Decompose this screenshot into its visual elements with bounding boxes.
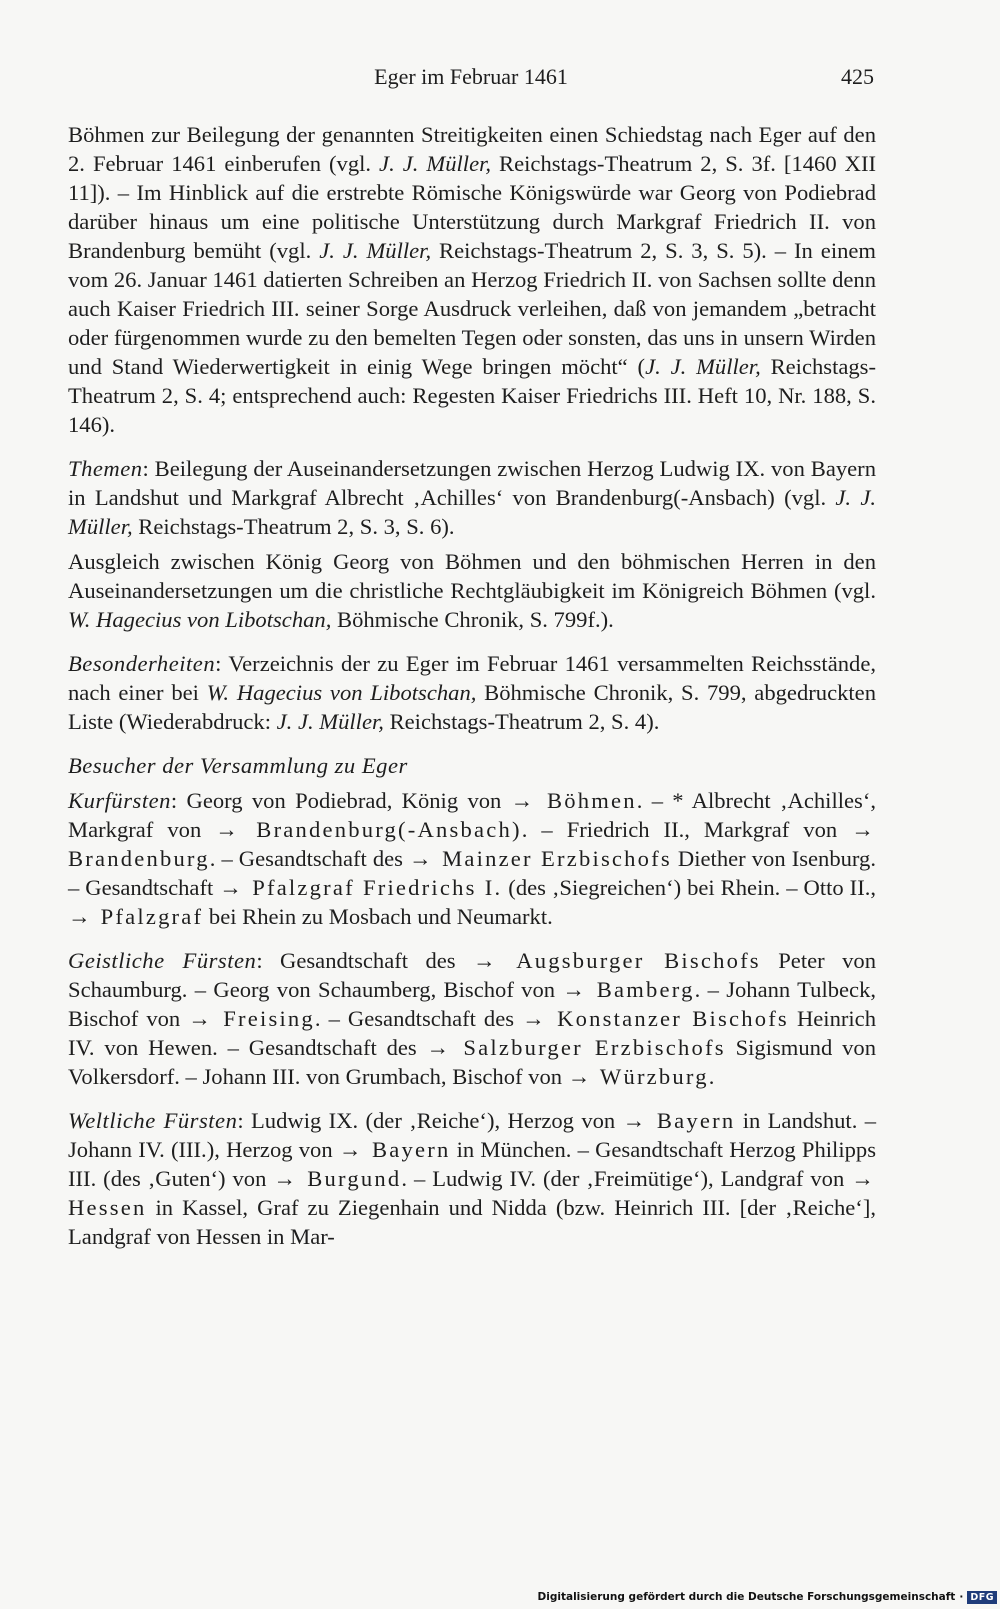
section-label: Kurfürsten (68, 788, 171, 813)
text-run: Böhmische Chronik, S. 799, abgedruckten Liste (Wiederabdruck: (68, 680, 876, 734)
author-ref: W. Hagecius von Libotschan, (206, 680, 477, 705)
text-run: : Beilegung der Auseinandersetzungen zwischen Herzog Ludwig IX. von Bayern in Landshut und Markgraf Albrecht ‚Achilles‘ von Brandenburg(-Ansbach) (vgl. (68, 456, 876, 510)
ausgleich-paragraph (68, 547, 876, 634)
digitization-footer: Digitalisierung gefördert durch die Deutsche Forschungsgemeinschaft · DFG (538, 1588, 997, 1606)
text-run: . – Ludwig IV. (der ‚Freimütige‘), Landgraf von (401, 1166, 852, 1191)
cross-reference: → Augsburger Bischofs (473, 948, 761, 973)
text-run: Reichstags-Theatrum 2, S. 3, S. 5). – In einem vom 26. Januar 1461 datierten Schreiben an Herzog Friedrich II. von Sachsen sollte denn auch Kaiser Friedrich III. seiner Sorge Ausdruck verleihen, daß von jemandem „betracht oder fürgenommen wurde zu den bemelten Tegen oder sonsten, das uns in unsern Wirden und Stand Wiederwertigkeit in einig Wege bringen möcht“ ( (68, 238, 876, 379)
cross-reference: → Würzburg (567, 1064, 709, 1089)
cross-reference: → Brandenburg (68, 817, 876, 871)
cross-reference: → Pfalzgraf (68, 904, 204, 929)
section-label: Geistliche Fürsten (68, 948, 257, 973)
author-ref: J. J. Müller, (68, 485, 876, 539)
cross-reference: → Brandenburg(-Ansbach) (215, 817, 522, 842)
author-ref: J. J. Müller, (645, 354, 761, 379)
text-run: Böhmische Chronik, S. 799f.). (331, 607, 614, 632)
text-run: : Verzeichnis der zu Eger im Februar 1461 versammelten Reichsstände, nach einer bei (68, 651, 876, 705)
text-run: Peter von Schaumburg. – Georg von Schaumberg, Bischof von (68, 948, 876, 1002)
text-run: . – * Albrecht ‚Achilles‘, Markgraf von (68, 788, 877, 842)
besucher-heading: Besucher der Versammlung zu Eger (68, 753, 408, 778)
text-run: Reichstags-Theatrum 2, S. 4). (383, 709, 660, 734)
text-run: . (708, 1064, 715, 1089)
kurfuersten-paragraph (68, 786, 876, 931)
text-run: in Landshut. – Johann IV. (III.), Herzog von (68, 1108, 877, 1162)
text-run: Heinrich IV. von Hewen. – Gesandtschaft des (68, 1006, 876, 1060)
page-number: 425 (841, 64, 874, 89)
author-ref: J. J. Müller, (276, 709, 384, 734)
text-run: in München. – Gesandtschaft Herzog Philipps III. (des ‚Guten‘) von (68, 1137, 877, 1191)
text-run: . – Gesandtschaft des (314, 1006, 523, 1031)
text-run: Sigismund von Volkersdorf. – Johann III. von Grumbach, Bischof von (68, 1035, 876, 1089)
text-run: (des ‚Siegreichen‘) bei Rhein. – Otto II., (502, 875, 877, 900)
text-run: Reichstags-Theatrum 2, S. 3f. [1460 XII 11]). – Im Hinblick auf die erstrebte Römische Königswürde war Georg von Podiebrad darüber hinaus um eine politische Unterstützung durch Markgraf Friedrich II. von Brandenburg bemüht (vgl. (68, 151, 876, 263)
cross-reference: → Mainzer Erzbischofs (409, 846, 672, 871)
running-title: Eger im Februar 1461 (374, 64, 568, 89)
cross-reference: → Salzburger Erzbischofs (426, 1035, 726, 1060)
running-header (68, 60, 874, 94)
cross-reference: → Bayern (622, 1108, 736, 1133)
cross-reference: → Pfalzgraf Friedrichs I. (219, 875, 503, 900)
intro-paragraph (68, 120, 876, 439)
cross-reference: → Bayern (338, 1137, 451, 1162)
cross-reference: → Böhmen (510, 788, 637, 813)
author-ref: J. J. Müller, (319, 238, 432, 263)
text-run: Reichstags-Theatrum 2, S. 4; entsprechend auch: Regesten Kaiser Friedrichs III. Heft 10, Nr. 188, S. 146). (68, 354, 876, 437)
geistliche-paragraph (68, 946, 876, 1091)
text-run: Diether von Isenburg. – Gesandtschaft (68, 846, 876, 900)
footer-text: Digitalisierung gefördert durch die Deutsche Forschungsgemeinschaft (537, 1591, 956, 1603)
dfg-logo: DFG (967, 1591, 997, 1604)
text-run: bei Rhein zu Mosbach und Neumarkt. (203, 904, 553, 929)
text-run: Ausgleich zwischen König Georg von Böhmen und den böhmischen Herren in den Auseinandersetzungen um die christliche Rechtgläubigkeit im Königreich Böhmen (vgl. (68, 549, 876, 603)
text-run: in Kassel, Graf zu Ziegenhain und Nidda (bzw. Heinrich III. [der ‚Reiche‘], Landgraf von Hessen in Mar- (68, 1195, 876, 1249)
text-run: : Gesandtschaft des (256, 948, 474, 973)
section-label: Weltliche Fürsten (68, 1108, 238, 1133)
weltliche-paragraph (68, 1106, 876, 1251)
section-label: Themen (68, 456, 143, 481)
text-run: Reichstags-Theatrum 2, S. 3, S. 6). (132, 514, 455, 539)
author-ref: J. J. Müller, (379, 151, 492, 176)
section-label: Besonderheiten (68, 651, 216, 676)
cross-reference: → Freising (188, 1006, 315, 1031)
besonderheiten-paragraph (68, 649, 876, 736)
cross-reference: → Burgund (273, 1166, 402, 1191)
cross-reference: → Hessen (68, 1166, 876, 1220)
page-body (68, 120, 876, 1266)
cross-reference: → Konstanzer Bischofs (522, 1006, 789, 1031)
text-run: . – Gesandtschaft des (209, 846, 410, 871)
text-run: . – Friedrich II., Markgraf von (521, 817, 852, 842)
author-ref: W. Hagecius von Libotschan, (68, 607, 332, 632)
text-run: : Georg von Podiebrad, König von (170, 788, 511, 813)
text-run: Böhmen zur Beilegung der genannten Streitigkeiten einen Schiedstag nach Eger auf den 2. Februar 1461 einberufen (vgl. (68, 122, 876, 176)
text-run: . – Johann Tulbeck, Bischof von (68, 977, 877, 1031)
text-run: : Ludwig IX. (der ‚Reiche‘), Herzog von (237, 1108, 623, 1133)
themen-paragraph (68, 454, 876, 541)
cross-reference: → Bamberg (562, 977, 695, 1002)
